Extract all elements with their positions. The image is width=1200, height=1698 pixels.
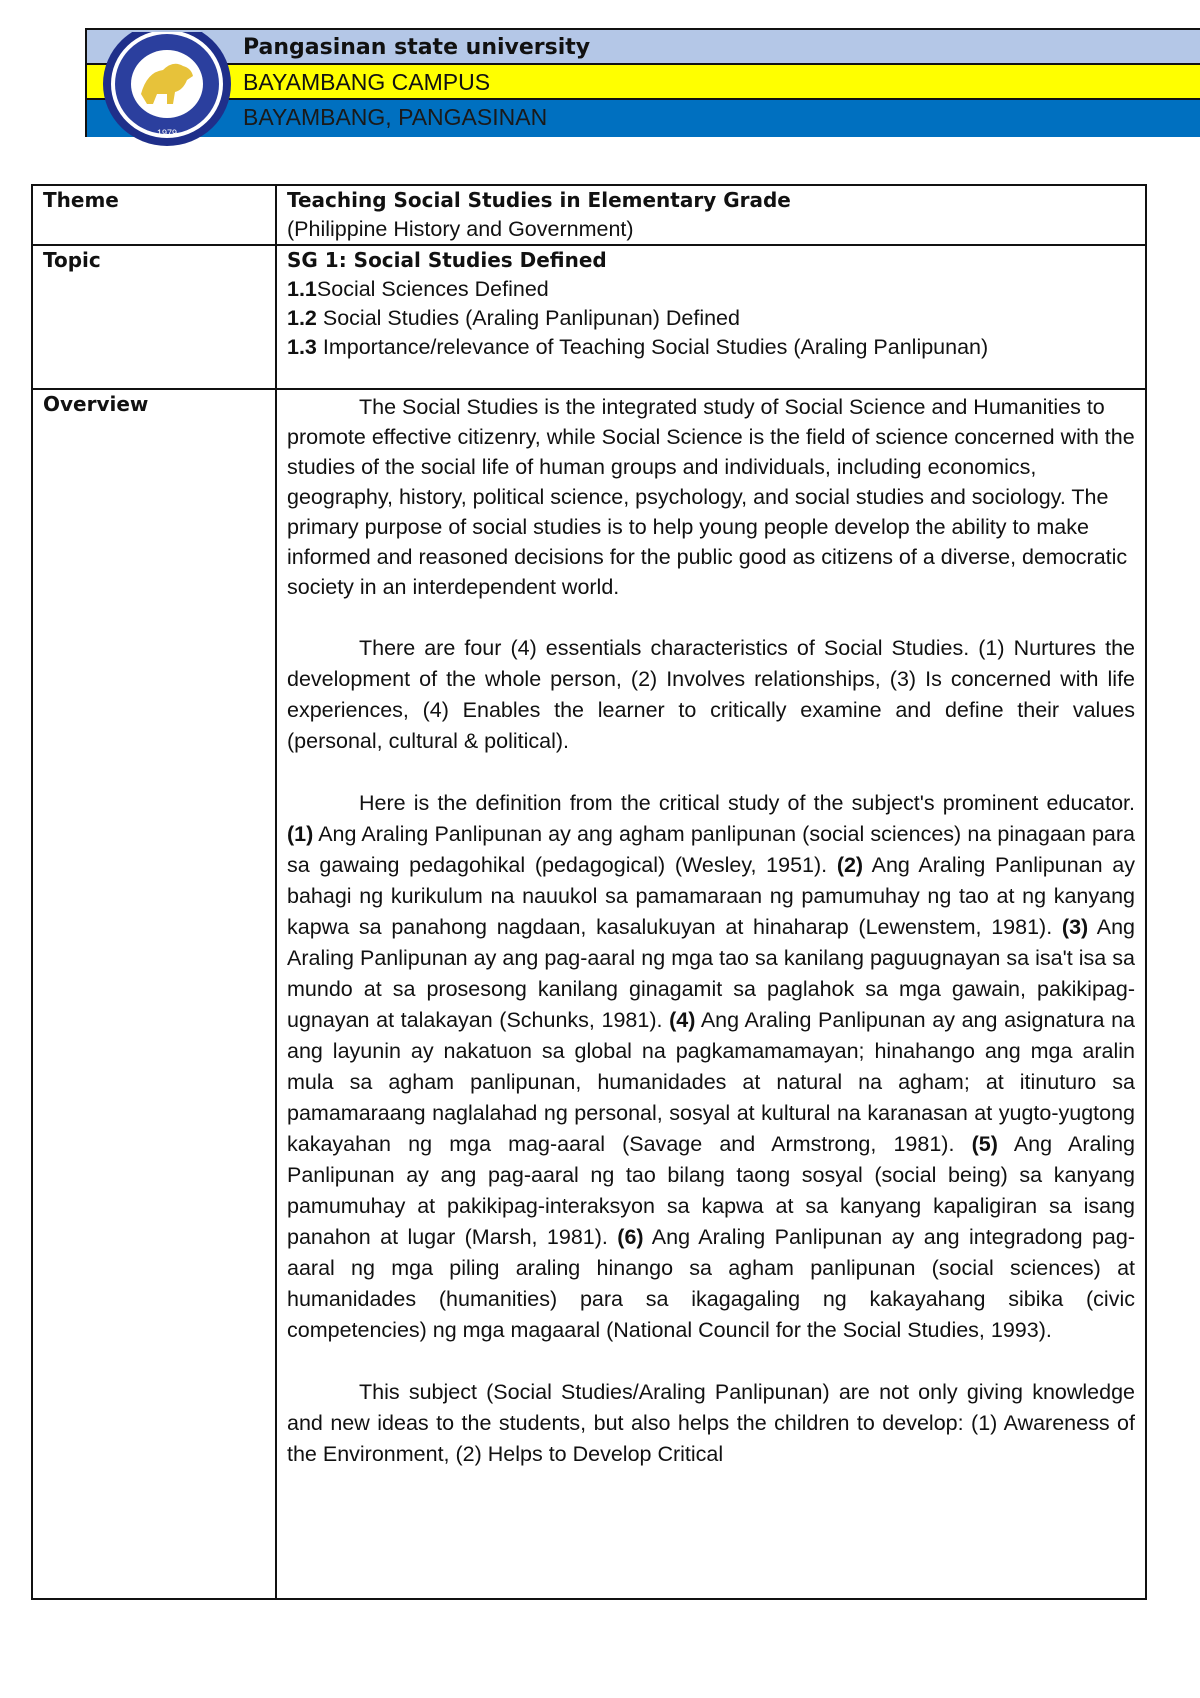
citation-number: (6) [617, 1225, 644, 1249]
topic-row [32, 245, 1146, 389]
university-seal-logo [99, 32, 235, 162]
svg-text:1979: 1979 [156, 128, 178, 138]
citation-number: (3) [1061, 915, 1089, 939]
theme-row [32, 185, 1146, 245]
overview-content [276, 389, 1146, 1599]
university-header [85, 28, 1200, 137]
definition-text: Ang Araling Panlipunan ay ang asignatura na ang layunin ay nakatuon sa global na pagkamamamayan; hinahango ang mga aralin mula sa agham panlipunan, humanidades at natural na agham; at itinuturo sa pamamaraang naglalahad ng personal, sosyal at kultural na karanasan at yugto-yugtong kakayahan ng mga mag-aaral (Savage and Armstrong, 1981). [287, 1008, 1135, 1156]
definition-text: Here is the definition from the critical study of the subject's prominent educator. [359, 791, 1135, 815]
definition-text: Ang Araling Panlipunan ay ang integradong pag-aaral ng mga piling araling hinango sa agham panlipunan (social sciences) at humanidades (humanities) para sa ikagagaling ng kakayahang sibika (civic competencies) ng mga magaaral (National Council for the Social Studies, 1993). [287, 1225, 1135, 1342]
topic-item [287, 304, 1135, 333]
topic-item-number: 1.3 [287, 335, 317, 359]
citation-number: (4) [669, 1008, 696, 1032]
university-name: Pangasinan state university [87, 30, 1200, 65]
topic-item [287, 275, 1135, 304]
topic-label: Topic [32, 245, 276, 389]
overview-paragraph-2: There are four (4) essentials characteristics of Social Studies. (1) Nurtures the development of the whole person, (2) Involves relationships, (3) Is concerned with life experiences, (4) Enables the learner to critically examine and define their values (personal, cultural & political). [287, 636, 1135, 753]
theme-title: Teaching Social Studies in Elementary Grade [287, 188, 791, 212]
overview-label: Overview [32, 389, 276, 1599]
topic-content [276, 245, 1146, 389]
theme-label: Theme [32, 185, 276, 245]
theme-subtitle: (Philippine History and Government) [287, 217, 634, 241]
definition-text: Ang Araling Panlipunan ay ang pag-aaral ng mga tao sa kanilang paguugnayan sa isa't isa sa mundo at sa prosesong kanilang ginagamit sa paglahok sa mga gawain, pakikipag-ugnayan at talakayan (Schunks, 1981). [287, 915, 1135, 1032]
citation-number: (2) [836, 853, 864, 877]
theme-content [276, 185, 1146, 245]
citation-number: (1) [287, 822, 314, 846]
topic-item-text: Social Sciences Defined [316, 277, 549, 301]
topic-item-number: 1.2 [287, 306, 317, 330]
definition-text: Ang Araling Panlipunan ay ang pag-aaral ng tao bilang taong sosyal (social being) sa kanyang pamumuhay at pakikipag-interaksyon sa kapwa at sa kanyang kapaligiran sa isang panahon at lugar (Marsh, 1981). [287, 1132, 1135, 1249]
definition-text: Ang Araling Panlipunan ay ang agham panlipunan (social sciences) na pinagaan para sa gawaing pedagohikal (pedagogical) (Wesley, 1951). [287, 822, 1135, 877]
overview-paragraph-4: This subject (Social Studies/Araling Panlipunan) are not only giving knowledge and new ideas to the students, but also helps the children to develop: (1) Awareness of the Environment, (2) Helps to Develop Critical [287, 1380, 1135, 1466]
campus-location: BAYAMBANG, PANGASINAN [87, 100, 1200, 137]
topic-item-number: 1.1 [287, 277, 317, 301]
definition-text: Ang Araling Panlipunan ay bahagi ng kurikulum na nauukol sa pamamaraan ng pamumuhay ng tao at ng kanyang kapwa sa panahong nagdaan, kasalukuyan at hinaharap (Lewenstem, 1981). [287, 853, 1135, 939]
overview-paragraph-3 [287, 788, 1135, 1346]
topic-item-text: Social Studies (Araling Panlipunan) Defined [316, 306, 740, 330]
syllabus-table [31, 184, 1147, 1600]
overview-row [32, 389, 1146, 1599]
campus-name: BAYAMBANG CAMPUS [87, 65, 1200, 100]
topic-item-text: Importance/relevance of Teaching Social Studies (Araling Panlipunan) [316, 335, 989, 359]
topic-title: SG 1: Social Studies Defined [287, 248, 607, 272]
citation-number: (5) [971, 1132, 998, 1156]
overview-paragraph-1: The Social Studies is the integrated study of Social Science and Humanities to promote effective citizenry, while Social Science is the field of science concerned with the studies of the social life of human groups and individuals, including economics, geography, history, political science, psychology, and social studies and sociology. The primary purpose of social studies is to help young people develop the ability to make informed and reasoned decisions for the public good as citizens of a diverse, democratic society in an interdependent world. [287, 395, 1135, 599]
topic-item [287, 333, 1135, 362]
